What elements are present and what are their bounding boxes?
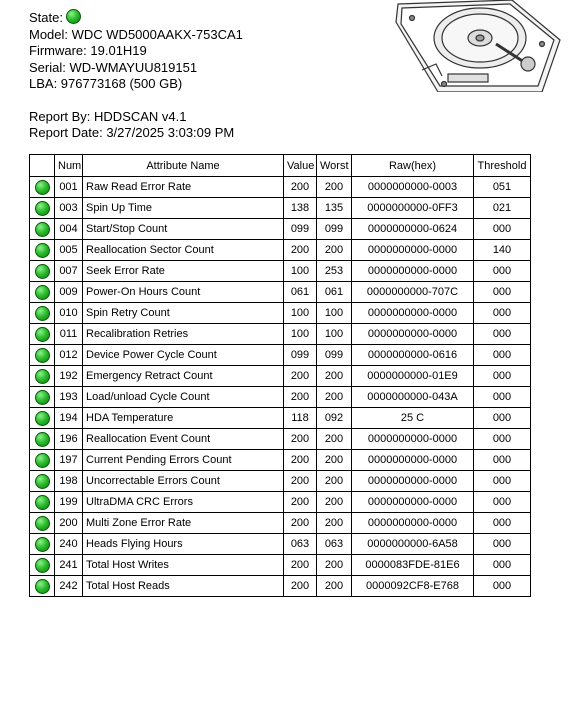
attribute-worst: 200 bbox=[317, 240, 352, 261]
attribute-value: 200 bbox=[284, 240, 317, 261]
green-status-dot-icon bbox=[35, 558, 50, 573]
attribute-worst: 100 bbox=[317, 303, 352, 324]
table-row bbox=[30, 555, 531, 576]
attribute-name: HDA Temperature bbox=[83, 408, 284, 429]
green-status-dot-icon bbox=[35, 243, 50, 258]
attribute-num: 199 bbox=[55, 492, 83, 513]
status-cell bbox=[30, 513, 55, 534]
attribute-name: Spin Up Time bbox=[83, 198, 284, 219]
green-status-dot-icon bbox=[35, 537, 50, 552]
attribute-name: Recalibration Retries bbox=[83, 324, 284, 345]
green-status-dot-icon bbox=[35, 348, 50, 363]
status-cell bbox=[30, 198, 55, 219]
attribute-num: 241 bbox=[55, 555, 83, 576]
attribute-worst: 200 bbox=[317, 576, 352, 597]
table-row bbox=[30, 240, 531, 261]
attribute-worst: 092 bbox=[317, 408, 352, 429]
attribute-name: Load/unload Cycle Count bbox=[83, 387, 284, 408]
attribute-threshold: 000 bbox=[474, 345, 531, 366]
attribute-name: Reallocation Sector Count bbox=[83, 240, 284, 261]
attribute-raw: 0000092CF8-E768 bbox=[352, 576, 474, 597]
attribute-num: 193 bbox=[55, 387, 83, 408]
green-status-dot-icon bbox=[35, 306, 50, 321]
attribute-value: 200 bbox=[284, 513, 317, 534]
green-status-dot-icon bbox=[35, 369, 50, 384]
status-column-header bbox=[30, 155, 55, 177]
attribute-threshold: 000 bbox=[474, 492, 531, 513]
attribute-name: Device Power Cycle Count bbox=[83, 345, 284, 366]
attribute-raw: 0000000000-0000 bbox=[352, 471, 474, 492]
attribute-worst: 200 bbox=[317, 177, 352, 198]
attribute-raw: 0000000000-0000 bbox=[352, 492, 474, 513]
attribute-value: 100 bbox=[284, 324, 317, 345]
status-cell bbox=[30, 408, 55, 429]
table-row bbox=[30, 177, 531, 198]
attribute-raw: 0000000000-707C bbox=[352, 282, 474, 303]
attribute-num: 011 bbox=[55, 324, 83, 345]
attribute-num: 005 bbox=[55, 240, 83, 261]
hard-disk-drive-icon bbox=[392, 0, 562, 92]
report-by-text: Report By: HDDSCAN v4.1 bbox=[29, 108, 187, 124]
status-cell bbox=[30, 429, 55, 450]
num-column-header: Num bbox=[55, 155, 83, 177]
attribute-value: 200 bbox=[284, 366, 317, 387]
status-cell bbox=[30, 240, 55, 261]
attribute-raw: 0000000000-0616 bbox=[352, 345, 474, 366]
table-row bbox=[30, 219, 531, 240]
green-status-dot-icon bbox=[35, 285, 50, 300]
attribute-raw: 0000000000-0FF3 bbox=[352, 198, 474, 219]
attribute-name-column-header: Attribute Name bbox=[83, 155, 284, 177]
attribute-threshold: 000 bbox=[474, 534, 531, 555]
attribute-name: Current Pending Errors Count bbox=[83, 450, 284, 471]
attribute-num: 007 bbox=[55, 261, 83, 282]
attribute-raw: 0000000000-0000 bbox=[352, 240, 474, 261]
attribute-raw: 0000000000-0000 bbox=[352, 513, 474, 534]
attribute-raw: 0000000000-0000 bbox=[352, 261, 474, 282]
table-row bbox=[30, 261, 531, 282]
attribute-value: 138 bbox=[284, 198, 317, 219]
green-status-dot-icon bbox=[35, 579, 50, 594]
table-row bbox=[30, 576, 531, 597]
attribute-name: Heads Flying Hours bbox=[83, 534, 284, 555]
attribute-num: 200 bbox=[55, 513, 83, 534]
attribute-worst: 135 bbox=[317, 198, 352, 219]
status-cell bbox=[30, 576, 55, 597]
attribute-num: 240 bbox=[55, 534, 83, 555]
status-cell bbox=[30, 492, 55, 513]
table-row bbox=[30, 387, 531, 408]
table-row bbox=[30, 345, 531, 366]
green-status-dot-icon bbox=[35, 264, 50, 279]
attribute-name: Raw Read Error Rate bbox=[83, 177, 284, 198]
attribute-worst: 200 bbox=[317, 429, 352, 450]
green-status-dot-icon bbox=[35, 516, 50, 531]
smart-attributes-table bbox=[29, 154, 531, 597]
attribute-threshold: 000 bbox=[474, 408, 531, 429]
table-row bbox=[30, 450, 531, 471]
attribute-value: 200 bbox=[284, 450, 317, 471]
lba-text: LBA: 976773168 (500 GB) bbox=[29, 76, 183, 91]
table-row bbox=[30, 534, 531, 555]
attribute-worst: 253 bbox=[317, 261, 352, 282]
attribute-threshold: 000 bbox=[474, 261, 531, 282]
attribute-num: 194 bbox=[55, 408, 83, 429]
attribute-raw: 0000083FDE-81E6 bbox=[352, 555, 474, 576]
attribute-raw: 0000000000-0003 bbox=[352, 177, 474, 198]
threshold-column-header: Threshold bbox=[474, 155, 531, 177]
attribute-worst: 100 bbox=[317, 324, 352, 345]
attribute-raw: 0000000000-01E9 bbox=[352, 366, 474, 387]
attribute-raw: 0000000000-0000 bbox=[352, 450, 474, 471]
attribute-value: 200 bbox=[284, 576, 317, 597]
status-cell bbox=[30, 450, 55, 471]
attribute-worst: 099 bbox=[317, 345, 352, 366]
attribute-num: 198 bbox=[55, 471, 83, 492]
attribute-value: 100 bbox=[284, 303, 317, 324]
attribute-value: 063 bbox=[284, 534, 317, 555]
attribute-name: Seek Error Rate bbox=[83, 261, 284, 282]
table-row bbox=[30, 471, 531, 492]
attribute-name: Reallocation Event Count bbox=[83, 429, 284, 450]
status-cell bbox=[30, 387, 55, 408]
status-cell bbox=[30, 471, 55, 492]
table-row bbox=[30, 282, 531, 303]
attribute-num: 242 bbox=[55, 576, 83, 597]
attribute-worst: 099 bbox=[317, 219, 352, 240]
attribute-name: Total Host Writes bbox=[83, 555, 284, 576]
attribute-raw: 0000000000-0000 bbox=[352, 324, 474, 345]
green-status-dot-icon bbox=[35, 327, 50, 342]
attribute-threshold: 000 bbox=[474, 471, 531, 492]
attribute-worst: 200 bbox=[317, 513, 352, 534]
table-row bbox=[30, 303, 531, 324]
status-cell bbox=[30, 177, 55, 198]
table-row bbox=[30, 429, 531, 450]
green-status-dot-icon bbox=[35, 390, 50, 405]
attribute-value: 200 bbox=[284, 492, 317, 513]
attribute-name: Spin Retry Count bbox=[83, 303, 284, 324]
attribute-num: 009 bbox=[55, 282, 83, 303]
attribute-raw: 0000000000-6A58 bbox=[352, 534, 474, 555]
state-ok-icon bbox=[66, 9, 81, 24]
serial-text: Serial: WD-WMAYUU819151 bbox=[29, 59, 198, 75]
status-cell bbox=[30, 534, 55, 555]
status-cell bbox=[30, 303, 55, 324]
attribute-value: 099 bbox=[284, 219, 317, 240]
green-status-dot-icon bbox=[35, 201, 50, 216]
attribute-value: 100 bbox=[284, 261, 317, 282]
attribute-name: Start/Stop Count bbox=[83, 219, 284, 240]
attribute-threshold: 000 bbox=[474, 450, 531, 471]
drive-info-header bbox=[29, 9, 243, 142]
attribute-threshold: 021 bbox=[474, 198, 531, 219]
attribute-num: 196 bbox=[55, 429, 83, 450]
attribute-raw: 0000000000-043A bbox=[352, 387, 474, 408]
status-cell bbox=[30, 366, 55, 387]
green-status-dot-icon bbox=[35, 432, 50, 447]
attribute-threshold: 000 bbox=[474, 387, 531, 408]
report-date-text: Report Date: 3/27/2025 3:03:09 PM bbox=[29, 125, 235, 140]
status-cell bbox=[30, 555, 55, 576]
status-cell bbox=[30, 261, 55, 282]
attribute-threshold: 000 bbox=[474, 303, 531, 324]
attribute-worst: 061 bbox=[317, 282, 352, 303]
attribute-threshold: 051 bbox=[474, 177, 531, 198]
green-status-dot-icon bbox=[35, 495, 50, 510]
attribute-value: 118 bbox=[284, 408, 317, 429]
attribute-value: 200 bbox=[284, 177, 317, 198]
attribute-worst: 200 bbox=[317, 450, 352, 471]
model-text: Model: WDC WD5000AAKX-753CA1 bbox=[29, 26, 243, 42]
table-header-row bbox=[30, 155, 531, 177]
attribute-worst: 200 bbox=[317, 555, 352, 576]
status-cell bbox=[30, 345, 55, 366]
attribute-name: Multi Zone Error Rate bbox=[83, 513, 284, 534]
status-cell bbox=[30, 282, 55, 303]
green-status-dot-icon bbox=[35, 180, 50, 195]
attribute-raw: 0000000000-0624 bbox=[352, 219, 474, 240]
attribute-threshold: 000 bbox=[474, 513, 531, 534]
attribute-raw: 25 C bbox=[352, 408, 474, 429]
attribute-name: Power-On Hours Count bbox=[83, 282, 284, 303]
attribute-raw: 0000000000-0000 bbox=[352, 303, 474, 324]
attribute-value: 200 bbox=[284, 471, 317, 492]
attribute-num: 001 bbox=[55, 177, 83, 198]
attribute-num: 004 bbox=[55, 219, 83, 240]
attribute-threshold: 000 bbox=[474, 282, 531, 303]
attribute-worst: 200 bbox=[317, 366, 352, 387]
attribute-value: 200 bbox=[284, 555, 317, 576]
worst-column-header: Worst bbox=[317, 155, 352, 177]
status-cell bbox=[30, 219, 55, 240]
attribute-threshold: 000 bbox=[474, 429, 531, 450]
green-status-dot-icon bbox=[35, 222, 50, 237]
attribute-num: 010 bbox=[55, 303, 83, 324]
attribute-threshold: 000 bbox=[474, 555, 531, 576]
attribute-worst: 200 bbox=[317, 471, 352, 492]
attribute-worst: 063 bbox=[317, 534, 352, 555]
table-row bbox=[30, 513, 531, 534]
attribute-name: Emergency Retract Count bbox=[83, 366, 284, 387]
attribute-name: Total Host Reads bbox=[83, 576, 284, 597]
attribute-value: 200 bbox=[284, 429, 317, 450]
attribute-threshold: 140 bbox=[474, 240, 531, 261]
attribute-value: 061 bbox=[284, 282, 317, 303]
green-status-dot-icon bbox=[35, 453, 50, 468]
attribute-num: 192 bbox=[55, 366, 83, 387]
table-row bbox=[30, 324, 531, 345]
firmware-text: Firmware: 19.01H19 bbox=[29, 43, 147, 58]
attribute-name: Uncorrectable Errors Count bbox=[83, 471, 284, 492]
attribute-num: 003 bbox=[55, 198, 83, 219]
green-status-dot-icon bbox=[35, 411, 50, 426]
attribute-threshold: 000 bbox=[474, 576, 531, 597]
attribute-value: 200 bbox=[284, 387, 317, 408]
raw-hex-column-header: Raw(hex) bbox=[352, 155, 474, 177]
attribute-threshold: 000 bbox=[474, 219, 531, 240]
green-status-dot-icon bbox=[35, 474, 50, 489]
attribute-raw: 0000000000-0000 bbox=[352, 429, 474, 450]
attribute-threshold: 000 bbox=[474, 324, 531, 345]
attribute-threshold: 000 bbox=[474, 366, 531, 387]
state-label: State: bbox=[29, 10, 63, 25]
value-column-header: Value bbox=[284, 155, 317, 177]
attribute-num: 197 bbox=[55, 450, 83, 471]
attribute-worst: 200 bbox=[317, 387, 352, 408]
status-cell bbox=[30, 324, 55, 345]
table-row bbox=[30, 492, 531, 513]
attribute-num: 012 bbox=[55, 345, 83, 366]
attribute-name: UltraDMA CRC Errors bbox=[83, 492, 284, 513]
table-row bbox=[30, 408, 531, 429]
state-line bbox=[29, 9, 243, 27]
table-row bbox=[30, 366, 531, 387]
attribute-worst: 200 bbox=[317, 492, 352, 513]
table-row bbox=[30, 198, 531, 219]
attribute-value: 099 bbox=[284, 345, 317, 366]
